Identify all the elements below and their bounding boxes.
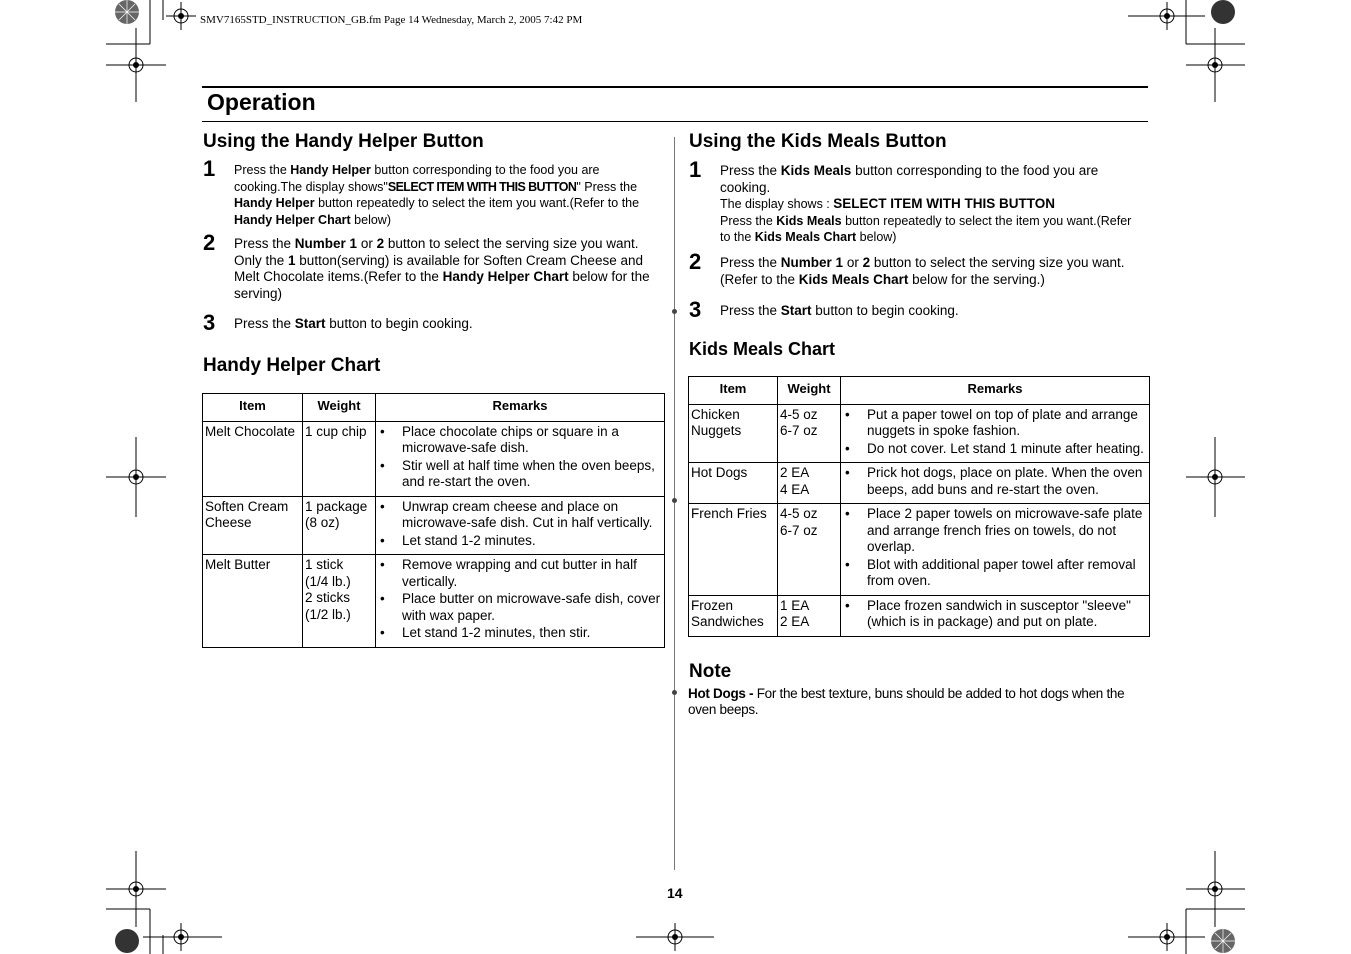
handy-helper-table [202, 393, 665, 648]
kids-meals-table [688, 376, 1150, 637]
remarks-cell [841, 595, 1150, 636]
step-text-run: button repeatedly to select the item you want.(Refer to the [314, 196, 640, 210]
remark-item: • Place frozen sandwich in susceptor "sleeve" (which is in package) and put on plate. [843, 598, 1147, 631]
weight-line: 6-7 oz [780, 423, 818, 438]
note-body: For the best texture, buns should be added to hot dogs when the oven beeps. [688, 686, 1125, 717]
step-text [234, 316, 664, 333]
step-text-run: button to begin cooking. [325, 316, 473, 331]
column-header: Remarks [841, 377, 1150, 405]
step-text-run: button to begin cooking. [811, 303, 959, 318]
file-header: SMV7165STD_INSTRUCTION_GB.fm Page 14 Wednesday, March 2, 2005 7:42 PM [200, 14, 583, 26]
table-row [689, 595, 1150, 636]
table-row [203, 496, 665, 555]
step-text-run: button repeatedly to select the item you want.(Refer to the [720, 213, 1132, 244]
weight-cell [778, 504, 841, 596]
section-title: Operation [207, 89, 316, 115]
remark-item: • Let stand 1-2 minutes. [378, 533, 662, 550]
item-cell: Frozen Sandwiches [689, 595, 778, 636]
remark-item: • Blot with additional paper towel after removal from oven. [843, 557, 1147, 590]
remark-item: • Put a paper towel on top of plate and arrange nuggets in spoke fashion. [843, 407, 1147, 440]
step-text-bold: Number 1 [780, 255, 844, 270]
step-text-bold: SELECT ITEM WITH THIS BUTTON [833, 196, 1055, 211]
remark-item: • Prick hot dogs, place on plate. When the oven beeps, add buns and re-start the oven. [843, 465, 1147, 498]
step-text-run: button corresponding to the food you are cooking. [720, 163, 1099, 195]
remark-item: • Place chocolate chips or square in a microwave-safe dish. [378, 424, 662, 457]
step-text-run: Press the [234, 236, 295, 251]
step-text-bold: SELECT ITEM WITH THIS BUTTON [387, 179, 577, 194]
item-cell: Melt Chocolate [203, 421, 303, 496]
step-text-run: The display shows : [720, 197, 834, 211]
step-text-run: or [357, 236, 377, 251]
step-text-run: button to select the serving size you want. (Refer to the [720, 255, 1125, 287]
item-cell: Melt Butter [203, 555, 303, 648]
step-text-bold: Number 1 [294, 236, 358, 251]
step-text-run: below) [350, 212, 391, 227]
step-text-bold: Kids Meals Chart [798, 271, 909, 287]
step-text-run: button corresponding to the food you are cooking.The display shows" [234, 163, 600, 194]
kids-meals-chart-heading: Kids Meals Chart [689, 339, 836, 359]
note-heading: Note [689, 661, 732, 682]
step-text-run: Press the [720, 303, 781, 318]
step-text-bold: Handy Helper [234, 196, 315, 210]
weight-line: 4-5 oz [780, 506, 818, 521]
remarks-cell [841, 404, 1150, 463]
handy-helper-chart-heading: Handy Helper Chart [203, 355, 381, 376]
weight-line: 1 package (8 oz) [305, 498, 368, 530]
remarks-cell [376, 421, 665, 496]
step-number: 3 [203, 310, 216, 335]
step-text-run: Press the [720, 213, 777, 228]
bullet-dot [672, 690, 677, 695]
step-text [720, 163, 1140, 246]
step-text [720, 255, 1148, 288]
step-text-run: below) [856, 230, 897, 244]
column-header: Item [689, 377, 778, 405]
step-text-run: Press the [234, 316, 295, 331]
section-rule-top [202, 86, 1148, 88]
item-cell: French Fries [689, 504, 778, 596]
step-text-bold: 1 [288, 252, 296, 268]
remarks-cell [376, 555, 665, 648]
remarks-cell [376, 496, 665, 555]
remarks-cell [841, 463, 1150, 504]
step-text-run: below for the serving) [234, 269, 650, 301]
remark-item: • Do not cover. Let stand 1 minute after heating. [843, 441, 1147, 458]
weight-cell [303, 555, 376, 648]
table-header-row [689, 377, 1150, 405]
item-cell: Soften Cream Cheese [203, 496, 303, 555]
step-text [720, 303, 1148, 320]
weight-cell [303, 421, 376, 496]
step-number: 3 [689, 297, 702, 322]
remark-item: • Let stand 1-2 minutes, then stir. [378, 625, 662, 642]
step-text-run: Press the [720, 163, 781, 178]
weight-line: 4 EA [780, 481, 810, 497]
step-number: 1 [203, 156, 216, 181]
step-text-run: Press the [234, 163, 291, 177]
page-number: 14 [667, 885, 683, 901]
weight-line: 1 EA [780, 597, 810, 613]
step-number: 1 [689, 157, 702, 182]
column-header: Item [203, 394, 303, 422]
remark-item: • Unwrap cream cheese and place on microwave-safe dish. Cut in half vertically. [378, 499, 662, 532]
weight-line: 2 sticks [305, 590, 351, 605]
step-text-bold: Kids Meals [776, 213, 842, 228]
weight-line: 1 cup chip [305, 423, 367, 439]
step-text [234, 236, 664, 302]
column-header: Weight [303, 394, 376, 422]
step-text-bold: 2 [376, 236, 385, 251]
weight-line: (1/4 lb.) [305, 573, 351, 589]
weight-cell [778, 404, 841, 463]
weight-line: (1/2 lb.) [305, 606, 351, 622]
remark-item: • Stir well at half time when the oven beeps, and re-start the oven. [378, 458, 662, 491]
step-text-bold: Handy Helper Chart [442, 269, 569, 284]
step-text-run: or [843, 255, 863, 270]
step-number: 2 [689, 249, 702, 274]
table-row [689, 504, 1150, 596]
kids-meals-heading: Using the Kids Meals Button [689, 131, 947, 152]
step-text-run: button(serving) is available for Soften Cream Cheese and Melt Chocolate items.(Refer to the [234, 252, 643, 284]
remark-item: • Remove wrapping and cut butter in half vertically. [378, 557, 662, 590]
table-row [689, 404, 1150, 463]
table-row [689, 463, 1150, 504]
note-label: Hot Dogs - [688, 686, 754, 701]
handy-helper-heading: Using the Handy Helper Button [203, 131, 484, 152]
remarks-cell [841, 504, 1150, 596]
note-text [688, 686, 1138, 718]
step-text-run: below for the serving.) [908, 271, 1045, 287]
table-row [203, 555, 665, 648]
step-text-bold: 2 [862, 255, 871, 270]
weight-cell [778, 595, 841, 636]
step-text-run: " Press the [576, 179, 638, 194]
item-cell: Hot Dogs [689, 463, 778, 504]
step-text-run: button to select the serving size you want. Only the [234, 236, 639, 268]
weight-cell [303, 496, 376, 555]
weight-line: 6-7 oz [780, 522, 818, 538]
weight-line: 2 EA [780, 614, 810, 629]
step-text-bold: Handy Helper Chart [234, 212, 351, 227]
item-cell: Chicken Nuggets [689, 404, 778, 463]
weight-line: 1 stick [305, 557, 344, 572]
step-text-bold: Handy Helper [290, 163, 371, 177]
column-header: Weight [778, 377, 841, 405]
step-text-run: Press the [720, 255, 781, 270]
step-text [234, 162, 649, 228]
step-text-bold: Start [780, 303, 812, 318]
weight-line: 2 EA [780, 465, 810, 480]
bullet-dot [672, 498, 677, 503]
column-divider [674, 137, 675, 870]
step-text-bold: Kids Meals [780, 163, 852, 178]
section-rule-bottom [202, 121, 1148, 122]
weight-cell [778, 463, 841, 504]
step-text-bold: Start [294, 316, 326, 331]
weight-line: 4-5 oz [780, 406, 818, 422]
table-row [203, 421, 665, 496]
step-text-bold: Kids Meals Chart [754, 230, 857, 244]
remark-item: • Place 2 paper towels on microwave-safe plate and arrange french fries on towels, do not overlap. [843, 506, 1147, 556]
table-header-row [203, 394, 665, 422]
step-number: 2 [203, 230, 216, 255]
bullet-dot [672, 309, 677, 314]
column-header: Remarks [376, 394, 665, 422]
remark-item: • Place butter on microwave-safe dish, cover with wax paper. [378, 591, 662, 624]
